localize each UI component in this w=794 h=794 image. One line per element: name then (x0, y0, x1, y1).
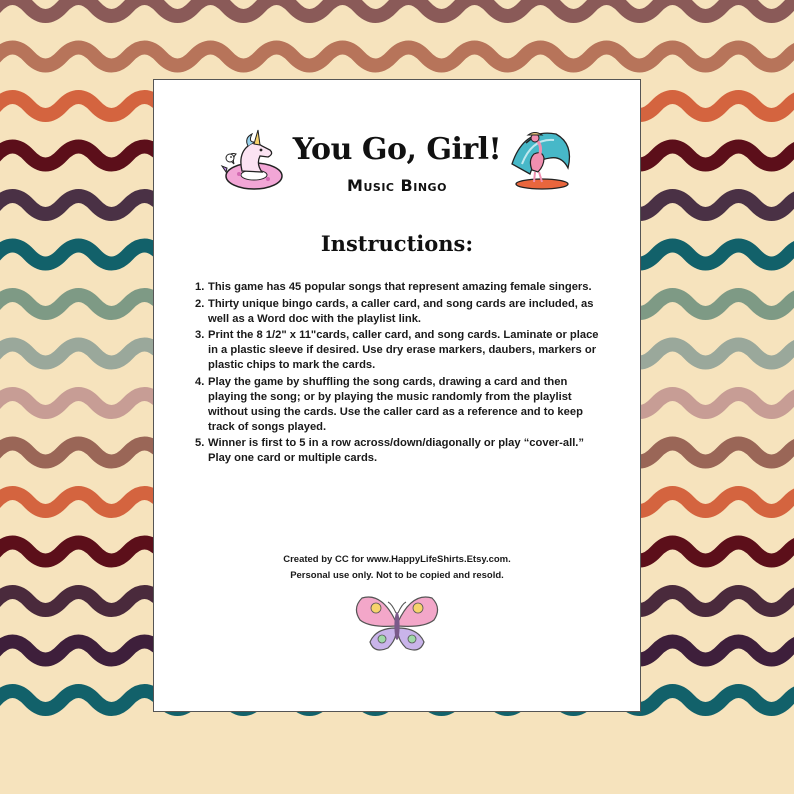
list-item-number: 3. (195, 329, 205, 341)
list-item-number: 2. (195, 297, 205, 310)
list-item-number: 5. (195, 437, 205, 449)
instructions-list (195, 280, 605, 468)
list-item (195, 328, 605, 373)
credit-line: Created by CC for www.HappyLifeShirts.Etsy.com. (283, 554, 511, 565)
usage-line: Personal use only. Not to be copied and resold. (290, 570, 504, 581)
butterfly-icon (352, 592, 442, 658)
list-item (195, 436, 605, 466)
list-item-text: Play the game by shuffling the song cards, drawing a card and then playing the song; or by playing the music randomly from the playlist without using the cards. Use the caller card as a reference and to keep track of songs played. (208, 375, 583, 433)
wave-stripe (0, 48, 794, 66)
list-item-text: Print the 8 1/2" x 11"cards, caller card, and song cards. Laminate or place in a plastic sleeve if desired. Use dry erase markers, daubers, markers or plastic chips to mark the cards. (208, 329, 599, 371)
credit-block (0, 552, 794, 584)
list-item-text: Winner is first to 5 in a row across/down/diagonally or play “cover-all.” Play one card or multiple cards. (208, 437, 585, 464)
list-item (195, 280, 605, 295)
page-title: You Go, Girl! (292, 132, 502, 167)
list-item (195, 297, 605, 327)
list-item-text: This game has 45 popular songs that represent amazing female singers. (208, 281, 592, 293)
list-item-number: 4. (195, 375, 205, 388)
instructions-heading: Instructions: (320, 231, 474, 256)
list-item-number: 1. (195, 281, 205, 293)
list-item-text: Thirty unique bingo cards, a caller card, and song cards are included, as well as a Word doc with the playlist link. (208, 297, 594, 325)
list-item (195, 375, 605, 435)
wave-stripe (0, 0, 794, 16)
page-subtitle: Music Bingo (347, 176, 447, 195)
